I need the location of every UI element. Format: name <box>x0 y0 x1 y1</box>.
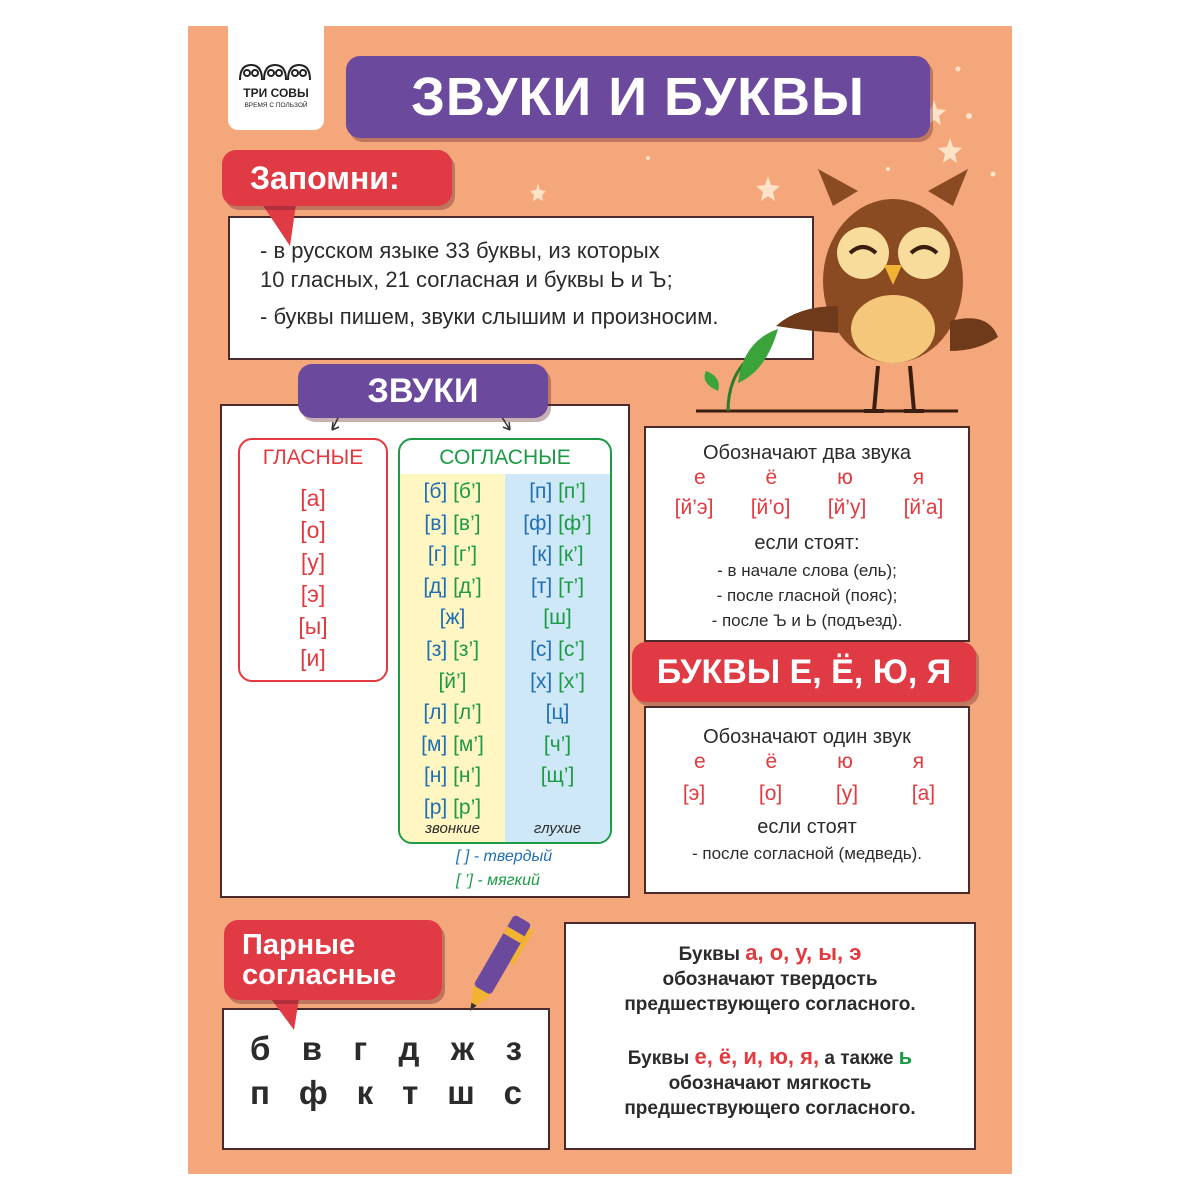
one-sound-letters: е ё ю я <box>693 750 925 773</box>
vowels-box <box>238 438 388 682</box>
logo-name: ТРИ СОВЫ <box>243 86 309 100</box>
remember-line-1a: - в русском языке 33 буквы, из которых <box>260 238 660 263</box>
two-sounds-sounds: [й’э] [й’о] [й’у] [й’а] <box>674 496 944 519</box>
hardness-box <box>564 922 976 1150</box>
remember-line-1b: 10 гласных, 21 согласная и буквы Ь и Ъ; <box>260 267 673 292</box>
one-sound-title: Обозначают один звук <box>703 726 911 748</box>
consonant-pair: [з] [з’] <box>425 637 480 661</box>
consonant-pair: [л] [л’] <box>423 701 482 725</box>
consonant-pair: [ш] <box>543 606 572 630</box>
consonant-pair: [ч’] <box>543 732 572 756</box>
consonant-pair: [й’] <box>438 669 467 693</box>
poster <box>188 26 1012 1174</box>
consonant-pair: [ф] [ф’] <box>523 511 592 535</box>
consonants-title: СОГЛАСНЫЕ <box>439 446 571 469</box>
vowel: [а] <box>300 485 326 511</box>
remember-label: Запомни: <box>222 150 452 206</box>
brand-logo <box>228 26 324 130</box>
letters-banner: БУКВЫ Е, Ё, Ю, Я <box>632 642 976 702</box>
voiceless-list <box>505 476 610 792</box>
vowel: [у] <box>300 549 326 575</box>
consonants-box <box>398 438 612 844</box>
sounds-label: ЗВУКИ <box>298 364 548 418</box>
legend-soft: [ ’] - мягкий <box>456 872 540 889</box>
remember-line-2: - буквы пишем, звуки слышим и произносим. <box>260 304 719 329</box>
consonant-pair: [д] [д’] <box>423 574 482 598</box>
consonant-pair: [с] [с’] <box>530 637 585 661</box>
pairs-label: Парные согласные <box>224 920 442 1000</box>
consonant-pair: [м] [м’] <box>421 732 484 756</box>
one-sound-box <box>644 706 970 894</box>
vowel: [и] <box>300 645 326 671</box>
vowel: [э] <box>300 581 326 607</box>
consonant-pair: [б] [б’] <box>423 480 482 503</box>
consonant-pair: [т] [т’] <box>530 574 585 598</box>
one-sound-sounds: [э] [о] [у] [а] <box>682 782 936 805</box>
consonant-pair: [ц] <box>545 701 570 725</box>
page-title: ЗВУКИ И БУКВЫ <box>346 56 930 138</box>
consonant-pair: [к] [к’] <box>531 543 584 567</box>
voiced-list <box>400 476 505 824</box>
consonant-pair: [р] [р’] <box>423 795 482 819</box>
pen-icon <box>450 906 542 1026</box>
owls-logo-icon <box>238 62 314 82</box>
vowel: [ы] <box>298 613 328 639</box>
consonant-pair: [х] [х’] <box>530 669 585 693</box>
consonant-pair: [в] [в’] <box>424 511 481 535</box>
two-sounds-if: если стоят: <box>754 532 860 554</box>
two-sounds-letters: е ё ю я <box>693 466 925 489</box>
pairs-voiceless-row: п ф к т ш с <box>250 1074 522 1111</box>
pairs-voiced-row: б в г д ж з <box>250 1030 522 1067</box>
consonant-pair: [г] [г’] <box>427 543 478 567</box>
voiced-label: звонкие <box>425 820 480 837</box>
consonant-pair: [щ’] <box>540 764 575 788</box>
two-sounds-title: Обозначают два звука <box>702 442 912 464</box>
vowels-title: ГЛАСНЫЕ <box>262 446 364 469</box>
hardness-paragraph: Буквы а, о, у, ы, э обозначают твердость предшествующего согласного. <box>624 940 916 1015</box>
speech-tail <box>260 204 300 248</box>
voiceless-label: глухие <box>533 820 582 837</box>
softness-paragraph: Буквы е, ё, и, ю, я, а также ь обозначают мягкость предшествующего согласного. <box>624 1044 916 1119</box>
consonant-pair: [п] [п’] <box>529 480 586 503</box>
vowels-list <box>240 482 386 674</box>
consonant-pair: [ж] <box>439 606 466 630</box>
vowel: [о] <box>300 517 326 543</box>
owl-mascot-icon <box>688 161 1012 421</box>
one-sound-rule: - после согласной (медведь). <box>692 844 922 863</box>
two-sounds-box <box>644 426 970 642</box>
one-sound-if: если стоят <box>757 816 857 838</box>
logo-tagline: ВРЕМЯ С ПОЛЬЗОЙ <box>244 102 308 109</box>
two-sounds-rules: - в начале слова (ель); - после гласной (пояс); - после Ъ и Ь (подъезд). <box>711 561 903 630</box>
consonant-pair: [н] [н’] <box>423 764 482 788</box>
legend-hard: [ ] - твердый <box>456 848 553 865</box>
sounds-panel <box>220 404 630 898</box>
